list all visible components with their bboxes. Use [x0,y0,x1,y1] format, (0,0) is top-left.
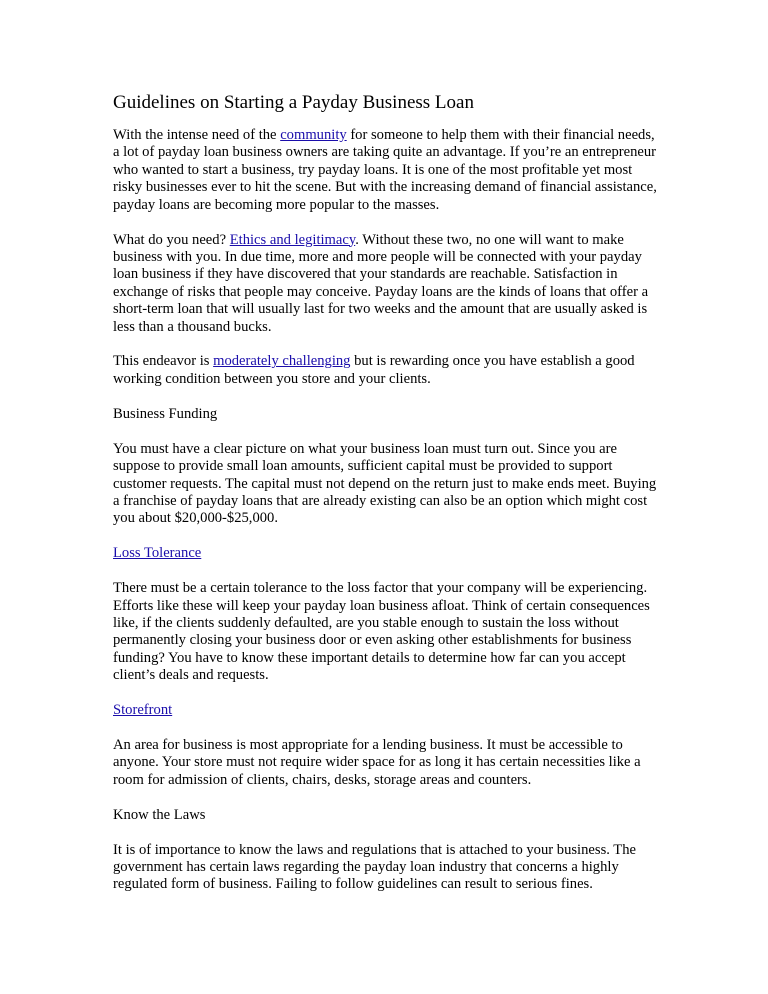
heading-know-the-laws: Know the Laws [113,806,206,823]
paragraph-endeavor-text-after: but is rewarding once you have establish a good working condition between you store and your clients. [113,353,635,387]
paragraph-intro [113,127,658,214]
storefront-link[interactable]: Storefront [113,702,173,719]
paragraph-ethics [113,232,658,336]
paragraph-ethics-text-after: . Without these two, no one will want to make business with you. In due time, more and more people will be connected with your payday loan business if they have discovered that your standards are reachable. Satisfaction in exchange of risks that people may conceive. Payday loans are the kinds of loans that offer a short-term loan that will usually last for two weeks and the amount that are usually asked is less than a thousand bucks. [113,231,649,335]
paragraph-endeavor-text-before: This endeavor is [113,353,214,370]
paragraph-funding: You must have a clear picture on what your business loan must turn out. Since you are suppose to provide small loan amounts, sufficient capital must be provided to support customer requests. The capital must not depend on the return just to make ends meet. Buying a franchise of payday loans that are already existing can also be an option which might cost you about $20,000-$25,000. [113,440,657,527]
heading-business-funding: Business Funding [113,405,218,422]
paragraph-loss: There must be a certain tolerance to the loss factor that your company will be experiencing. Efforts like these will keep your payday loan business afloat. Think of certain consequences like, if the clients suddenly defaulted, are you stable enough to sustain the loss without permanently closing your business door or even asking other establishments for business funding? You have to know these important details to determine how far can you accept client’s deals and requests. [113,580,650,684]
document-title: Guidelines on Starting a Payday Business Loan [113,92,474,113]
paragraph-laws: It is of importance to know the laws and regulations that is attached to your business. The government has certain laws regarding the payday loan industry that concerns a highly regulated form of business. Failing to follow guidelines can result to serious fines. [113,841,636,893]
ethics-link[interactable]: Ethics and legitimacy [229,231,356,248]
paragraph-storefront: An area for business is most appropriate for a lending business. It must be accessible to anyone. Your store must not require wider space for as long it has certain necessities like a room for admission of clients, chairs, desks, storage areas and counters. [113,736,641,788]
paragraph-intro-text-after: for someone to help them with their financial needs, a lot of payday loan business owners are taking quite an advantage. If you’re an entrepreneur who wanted to start a business, try payday loans. It is one of the most profitable yet most risky businesses ever to hit the scene. But with the increasing demand of financial assistance, payday loans are becoming more popular to the masses. [113,127,657,213]
heading-storefront [113,702,658,719]
paragraph-intro-text-before: With the intense need of the [113,127,281,143]
heading-loss-tolerance [113,545,658,562]
paragraph-ethics-text-before: What do you need? [113,231,230,248]
community-link[interactable]: community [280,127,347,143]
challenging-link[interactable]: moderately challenging [213,353,351,370]
paragraph-endeavor [113,353,658,388]
loss-tolerance-link[interactable]: Loss Tolerance [113,545,202,562]
document-page [113,92,658,911]
